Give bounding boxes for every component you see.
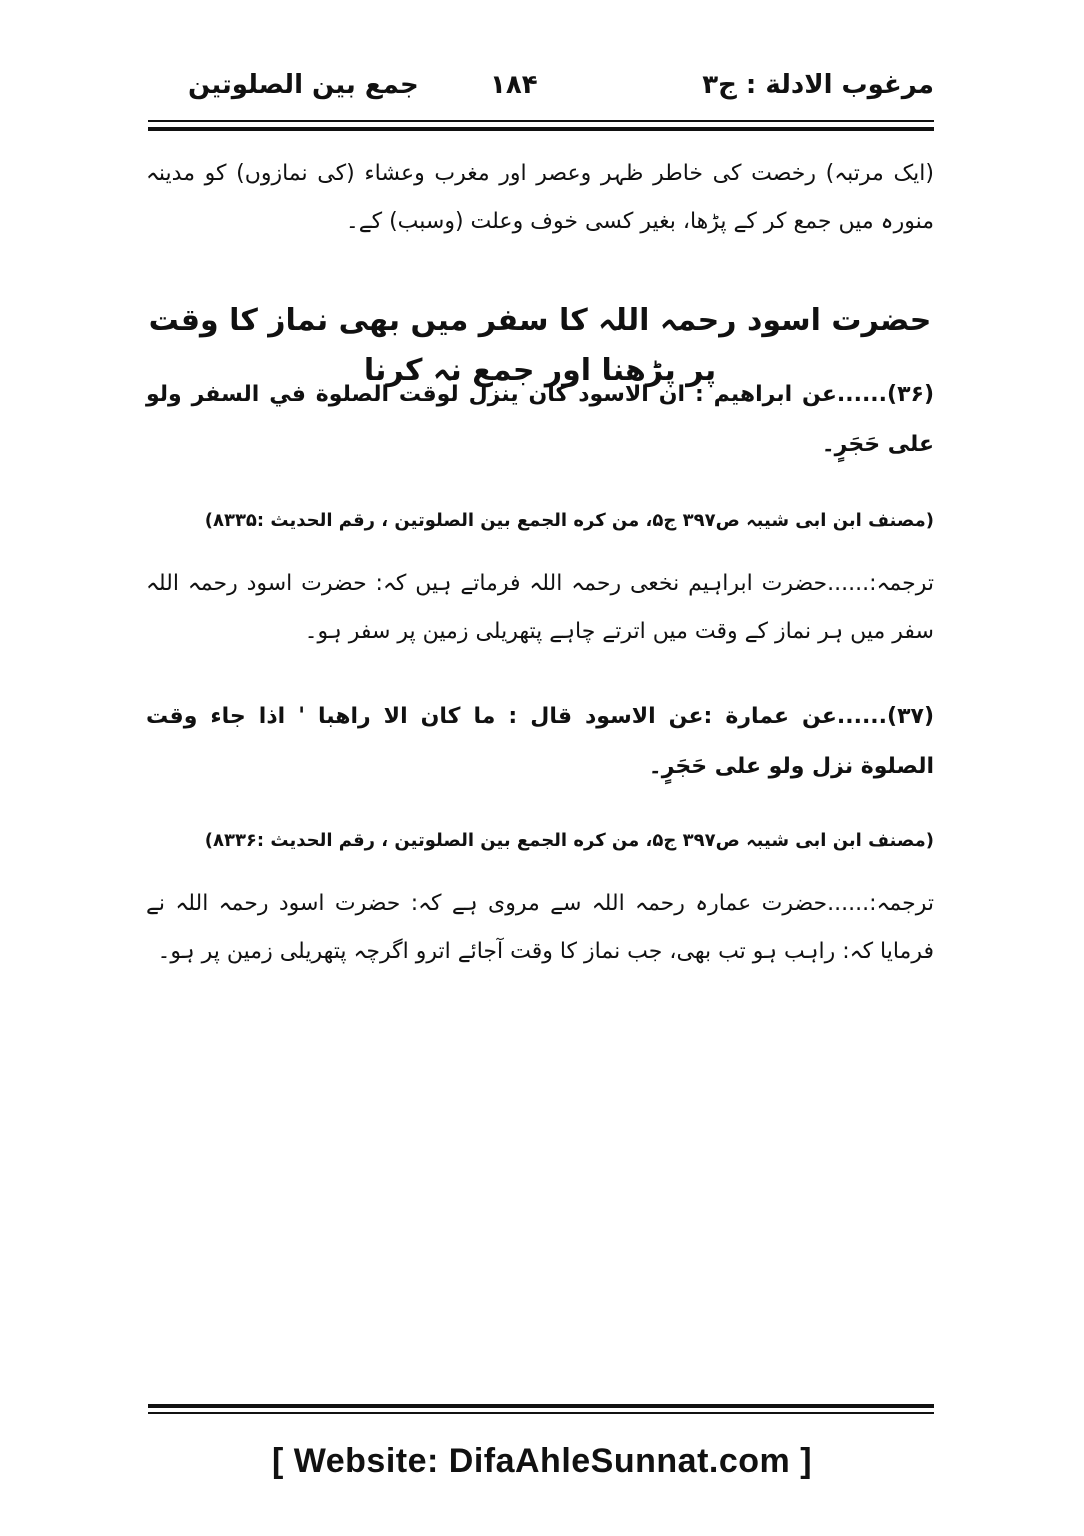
header-rule-bottom (148, 127, 934, 131)
hadith-36-translation: ترجمہ:......حضرت ابراہیم نخعی رحمہ اللہ فرماتے ہیں کہ: حضرت اسود رحمہ اللہ سفر میں ہر نماز کے وقت میں اترتے چاہے پتھریلی زمین پر سفر ہو۔ (146, 571, 934, 644)
hadith-36-reference: (مصنف ابن ابی شیبہ ص۳۹۷ ج۵، من كره الجمع بين الصلوتين ، رقم الحديث :۸۳۳۵) (204, 510, 934, 531)
website-banner: [ Website: DifaAhleSunnat.com ] (271, 1442, 813, 1480)
section-heading: حضرت اسود رحمہ اللہ کا سفر میں بھی نماز کا وقت پر پڑھنا اور جمع نہ کرنا (148, 303, 932, 388)
book-title: مرغوب الادلة : ج۳ (702, 70, 934, 100)
page-number: ۱۸۴ (490, 70, 538, 100)
footer-rule-bottom (148, 1412, 934, 1414)
footer-rule-top (148, 1404, 934, 1408)
hadith-36-arabic: (۳۶)......عن ابراهيم : ان الاسود كان ينزل لوقت الصلوة في السفر ولو على حَجَرٍ۔ (146, 382, 934, 457)
chapter-title: جمع بین الصلوتین (188, 70, 419, 100)
intro-paragraph: (ایک مرتبہ) رخصت کی خاطر ظہر وعصر اور مغرب وعشاء (کی نمازوں) کو مدینہ منورہ میں جمع کر کے پڑھا، بغیر کسی خوف وعلت (وسبب) کے۔ (146, 161, 934, 234)
hadith-37-arabic: (۳۷)......عن عمارة :عن الاسود قال : ما كان الا راهبا ' اذا جاء وقت الصلوة نزل ولو على حَجَرٍ۔ (146, 704, 934, 779)
hadith-37-reference: (مصنف ابن ابی شیبہ ص۳۹۷ ج۵، من كره الجمع بين الصلوتين ، رقم الحديث :۸۳۳۶) (204, 830, 934, 851)
header-rule-top (148, 120, 934, 122)
hadith-37-translation: ترجمہ:......حضرت عمارہ رحمہ اللہ سے مروی ہے کہ: حضرت اسود رحمہ اللہ نے فرمایا کہ: راہب ہو تب بھی، جب نماز کا وقت آجائے اترو اگرچہ پتھریلی زمین پر ہو۔ (146, 891, 934, 964)
page-header (150, 60, 934, 116)
